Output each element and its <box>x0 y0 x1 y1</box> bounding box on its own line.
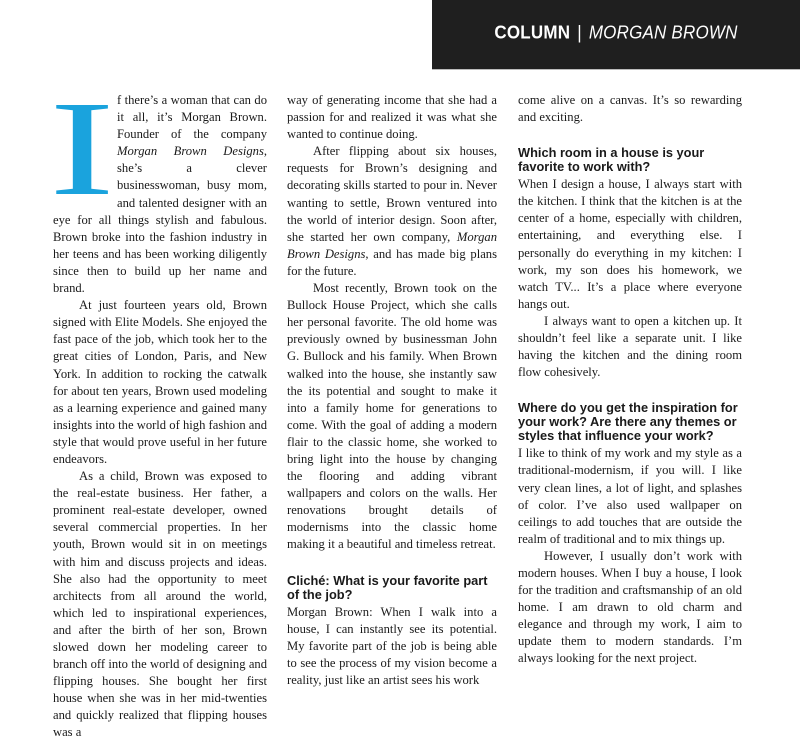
answer-favorite-room-1: When I design a house, I always start with the kitchen. I think that the kitchen is at the center of a home, especially with children, entertaining, and everything else. I personally do everything in my kitchen: I work, my son does his homework, we watch TV... It’s a place where everyone hangs out. <box>518 177 742 311</box>
author-name: MORGAN BROWN <box>588 22 738 43</box>
column-header-bar <box>432 0 800 69</box>
answer-inspiration-1: I like to think of my work and my style as a traditional-modernism, if you will. I like very clean lines, a lot of light, and splashes of color. I’ve also used wallpaper on ceilings to add touches that are outside the realm of traditional and to mix things up. <box>518 446 742 546</box>
interior-design-paragraph <box>287 143 497 280</box>
answer-favorite-part: Morgan Brown: When I walk into a house, I can instantly see its potential. My favorite part of the job is being able to see the process of my vision become a reality, just like an artist sees his work <box>287 604 497 687</box>
article-column-3 <box>518 92 742 668</box>
design-text-part-1: After flipping about six houses, requests for Brown’s designing and decorating skills started to pour in. Never wanting to settle, Brown ventured into the world of interior design. Soon after, she started her own company, <box>287 144 497 244</box>
company-name: Morgan Brown Designs <box>117 144 264 159</box>
company-name-2: Morgan Brown Designs <box>287 229 497 261</box>
drop-cap: I <box>49 74 115 224</box>
article-column-1 <box>49 74 267 742</box>
question-inspiration: Where do you get the inspiration for your work? Are there any themes or styles that influence your work? <box>518 400 738 444</box>
continuation-paragraph: way of generating income that she had a passion for and realized it was what she wanted to continue doing. <box>287 93 497 142</box>
header-separator: | <box>577 22 582 43</box>
answer-favorite-room-2: I always want to open a kitchen up. It shouldn’t feel like a separate unit. I like having the kitchen and the dining room flow cohesively. <box>518 313 742 380</box>
intro-text-part-1: f there’s a woman that can do it all, it’s Morgan Brown. Founder of the company <box>117 93 267 142</box>
answer-continuation: come alive on a canvas. It’s so rewarding and exciting. <box>518 93 742 125</box>
question-favorite-part: Cliché: What is your favorite part of the job? <box>287 572 488 602</box>
question-favorite-room: Which room in a house is your favorite to work with? <box>518 145 705 175</box>
modeling-paragraph: At just fourteen years old, Brown signed with Elite Models. She enjoyed the fast pace of the job, which took her to the great cities of London, Paris, and New York. In addition to rocking the catwalk for about ten years, Brown used modeling as a learning experience and gained many insights into the world of high fashion and style that would prove useful in her future endeavors. <box>53 298 267 466</box>
section-label: COLUMN <box>494 22 571 43</box>
childhood-paragraph: As a child, Brown was exposed to the real-estate business. Her father, a prominent real-estate developer, owned several commercial properties. In her youth, Brown would sit in on meetings with him and discuss projects and ideas. She also had the opportunity to meet architects from all around the world, which led to inspirational experiences, and after the birth of her son, Brown slowed down her modeling career to branch off into the world of designing and flipping houses. She bought her first house when she was in her mid-twenties and quickly realized that flipping houses was a <box>53 469 267 740</box>
bullock-house-paragraph: Most recently, Brown took on the Bullock House Project, which she calls her personal favorite. The old home was previously owned by businessman John G. Bullock and his family. When Brown walked into the house, she instantly saw the its potential and sought to make it into a family home for generations to come. With the goal of adding a modern flair to the classic home, she worked to bring light into the house by changing the flooring and adding vibrant wallpapers and colors on the walls. Her renovations brought details of modernisms into the classic home making it a beautiful and timeless retreat. <box>287 281 497 552</box>
answer-inspiration-2: However, I usually don’t work with modern houses. When I buy a house, I look for the tradition and craftsmanship of an old home. I am drawn to old charm and elegance and through my work, I aim to update them to modern standards. I’m always looking for the next project. <box>518 548 742 666</box>
intro-text-part-2: , she’s a clever businesswoman, busy mom, and talented designer with an eye for all things stylish and fabulous. Brown broke into the fashion industry in her teens and has been working diligently since then to build up her name and brand. <box>53 144 267 296</box>
article-column-2 <box>287 92 497 689</box>
design-text-part-2: , and has made big plans for the future. <box>287 246 497 278</box>
